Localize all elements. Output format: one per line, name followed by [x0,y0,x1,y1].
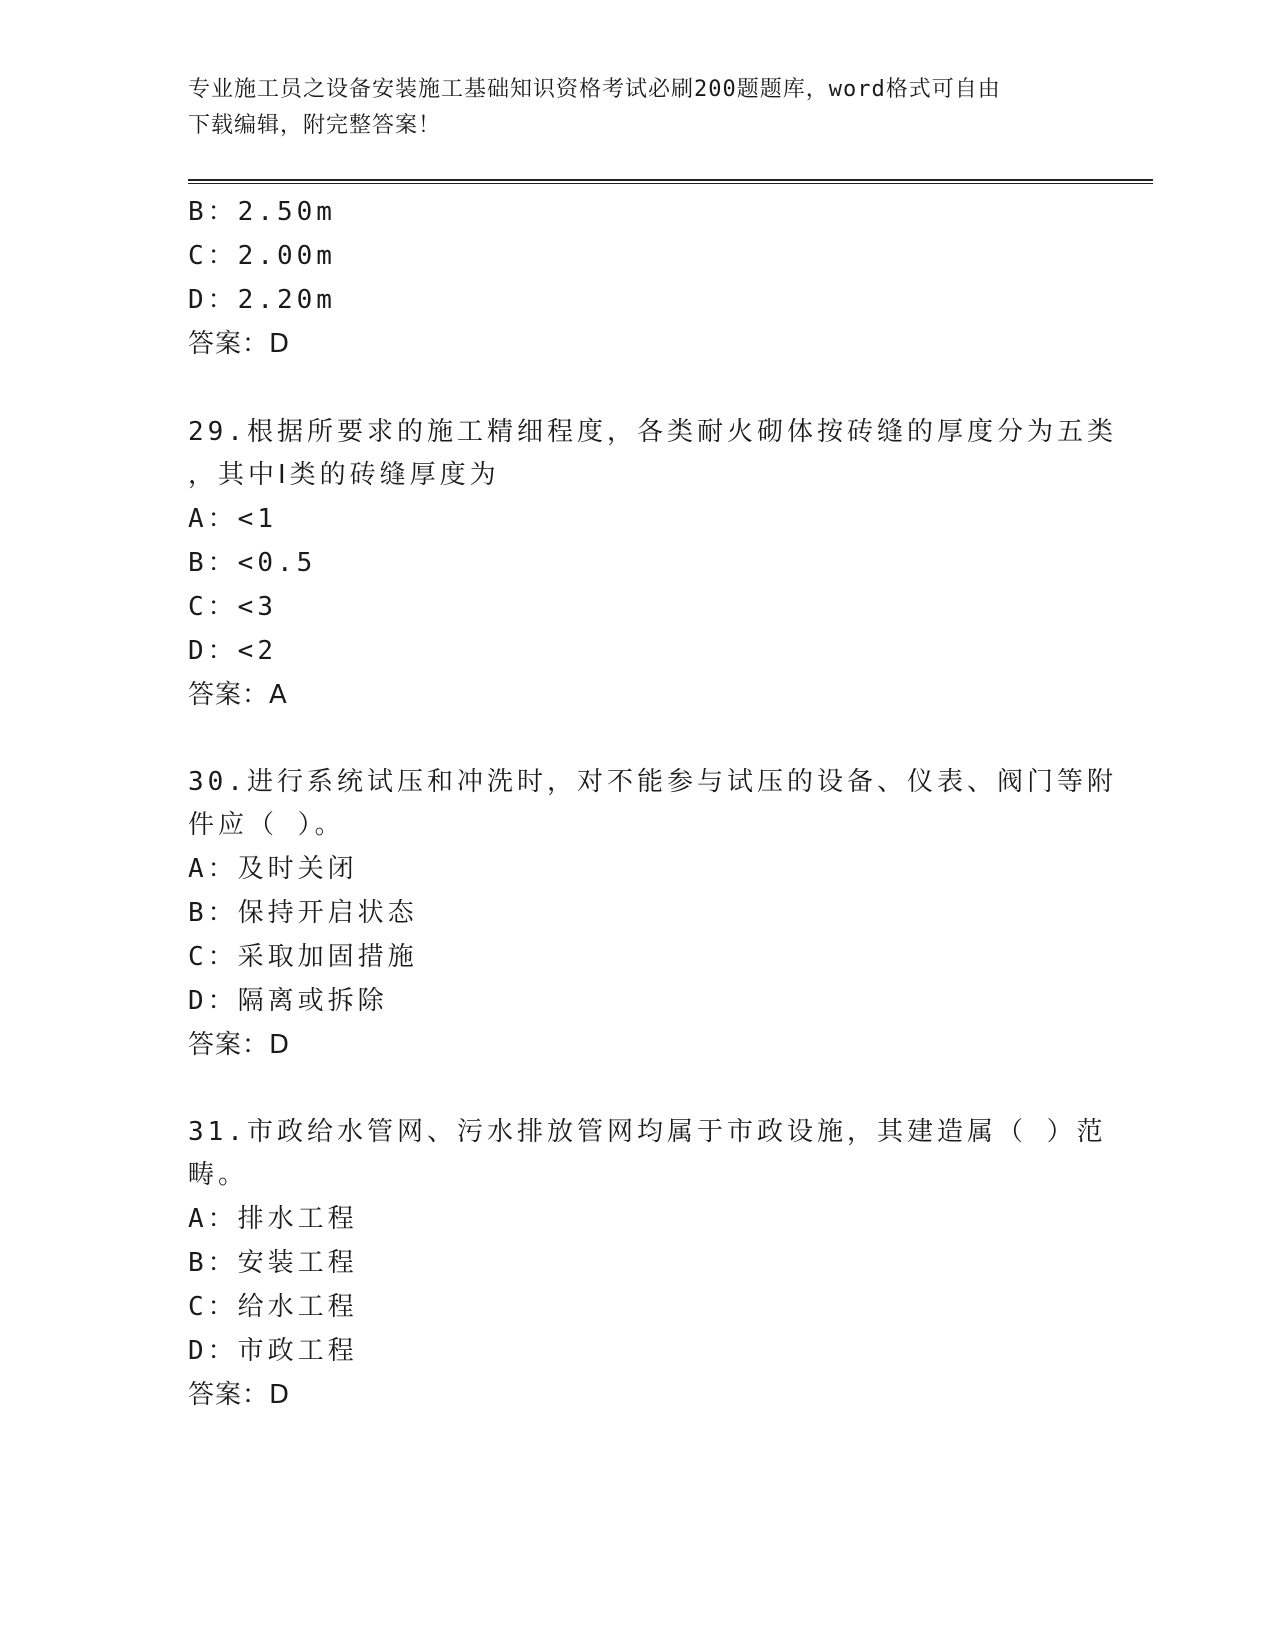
option-c: C：采取加固措施 [188,942,418,972]
option-b: B：安装工程 [188,1248,358,1278]
option-b: B：<0.5 [188,548,317,578]
document-header [188,72,1088,144]
option-a: A：排水工程 [188,1204,358,1234]
option-a: A：<1 [188,504,277,534]
header-rule-thick [188,179,1153,181]
option-c: C：2.00m [188,241,336,271]
option-d: D：市政工程 [188,1336,358,1366]
option-d: D：<2 [188,636,277,666]
answer: 答案：A [188,680,288,710]
question-text-line-2: ，其中Ⅰ类的砖缝厚度为 [188,460,500,490]
option-a: A：及时关闭 [188,854,358,884]
question-text-line-1: 30.进行系统试压和冲洗时，对不能参与试压的设备、仪表、阀门等附 [188,767,1117,797]
header-line-1: 专业施工员之设备安装施工基础知识资格考试必刷200题题库，word格式可自由 [188,77,1001,102]
header-rule-thin [188,183,1153,184]
option-b: B：保持开启状态 [188,898,418,928]
option-c: C：给水工程 [188,1292,358,1322]
option-b: B：2.50m [188,197,336,227]
option-c: C：<3 [188,592,277,622]
answer: 答案：D [188,1030,291,1060]
question-text-line-1: 31.市政给水管网、污水排放管网均属于市政设施，其建造属（ ）范 [188,1117,1107,1147]
question-text-line-1: 29.根据所要求的施工精细程度，各类耐火砌体按砖缝的厚度分为五类 [188,417,1117,447]
question-text-line-2: 畴。 [188,1160,249,1190]
header-line-2: 下载编辑，附完整答案！ [188,113,442,138]
question-text-line-2: 件应（ ）。 [188,810,345,840]
answer: 答案：D [188,329,291,359]
answer: 答案：D [188,1380,291,1410]
option-d: D：2.20m [188,285,336,315]
option-d: D：隔离或拆除 [188,986,388,1016]
